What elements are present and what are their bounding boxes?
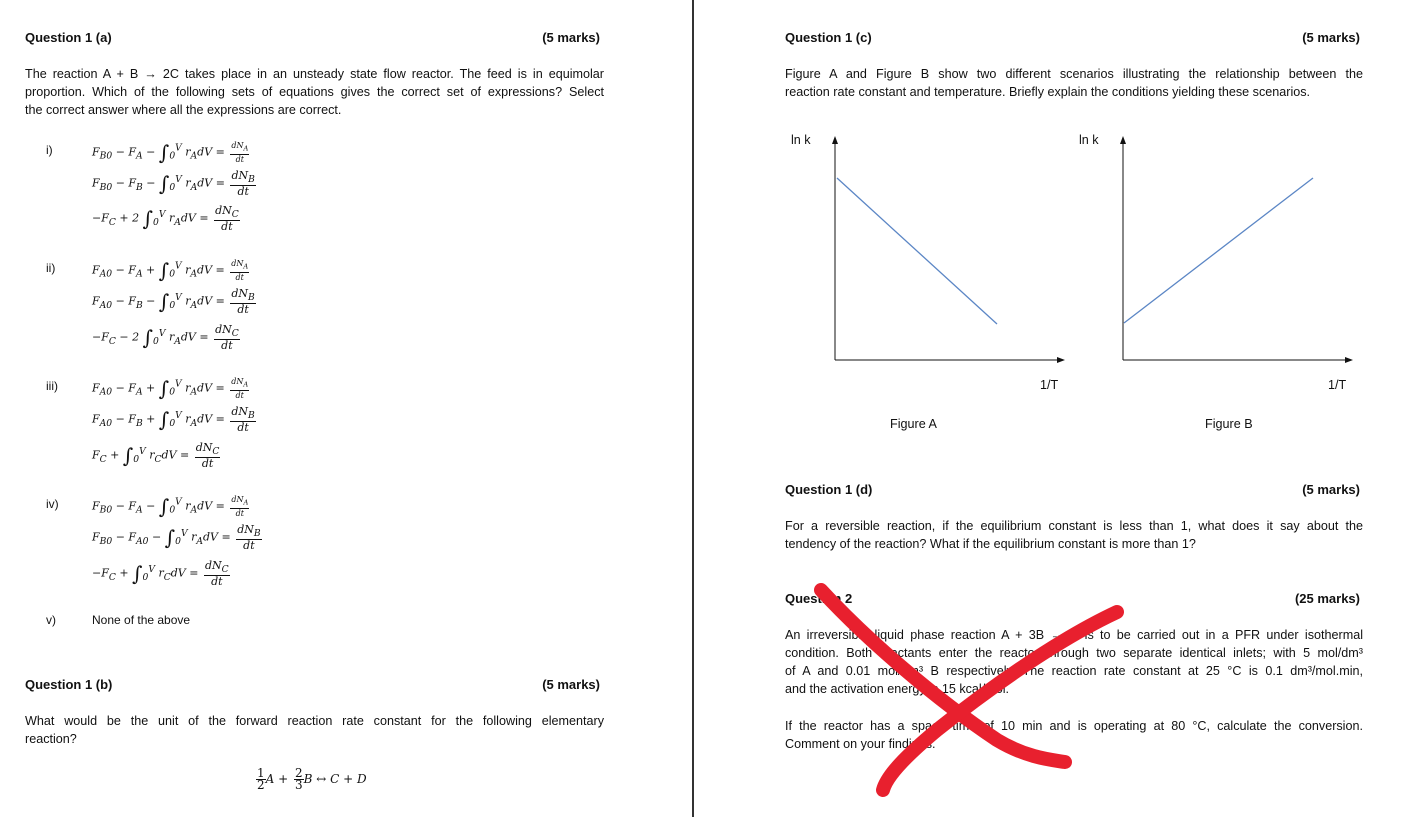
- q1a-text-line-3: the correct answer where all the expressions are correct.: [25, 103, 342, 117]
- q2-text-line-4: and the activation energy is 15 kcal/mol.: [785, 682, 1010, 696]
- q1a-text-line-2: proportion. Which of the following sets of equations gives the correct set of expressions? Select: [25, 85, 604, 99]
- right-page: [697, 0, 1406, 817]
- reaction-equation: $\frac{1}{2}$ A + $\frac{2}{3}$ B ↔ C + D: [257, 766, 367, 792]
- q1c-text-line-2: reaction rate constant and temperature. Briefly explain the conditions yielding these scenarios.: [785, 85, 1311, 99]
- q1a-title: Question 1 (a): [25, 30, 112, 45]
- page-divider: [692, 0, 694, 817]
- q1a-text-line-1: The reaction A + B → 2C takes place in an unsteady state flow reactor. The feed is in equimolar: [25, 67, 604, 81]
- q1b-text-line-2: reaction?: [25, 732, 77, 746]
- q2-marks: (25 marks): [1294, 591, 1360, 606]
- q1b-marks: (5 marks): [542, 677, 600, 692]
- q1c-title: Question 1 (c): [785, 30, 872, 45]
- q2-text2-line-2: Comment on your findings.: [785, 737, 936, 751]
- figA-xlabel: 1/T: [1040, 378, 1059, 392]
- equation-ii-1: $F_{A0} - F_A + \int_0^V$ $r_AdV$ = $\frac{dN_A}{dt}$: [92, 258, 249, 283]
- equation-ii-3: $-F_C - 2$ $\int_0^V$ $r_AdV$ = $\frac{dN_C}{dt}$: [92, 323, 239, 353]
- q1d-marks: (5 marks): [1302, 482, 1360, 497]
- option-label-iii: iii): [46, 379, 58, 393]
- equation-i-1: $F_{B0} - F_A - \int_0^V$ $r_AdV$ = $\frac{dN_A}{dt}$: [92, 140, 249, 165]
- equation-i-3: $-F_C + 2$ $\int_0^V$ $r_AdV$ = $\frac{dN_C}{dt}$: [92, 204, 239, 234]
- equation-iv-1: $F_{B0} - F_A - \int_0^V$ $r_AdV$ = $\frac{dN_A}{dt}$: [92, 494, 249, 519]
- q2-title: Question 2: [785, 591, 853, 606]
- q2-text-line-2: condition. Both reactants enter the reactor through two separate identical inlets; with 5 mol/dm³: [785, 646, 1363, 660]
- option-label-iv: iv): [46, 497, 59, 511]
- equation-ii-2: $F_{A0} - F_B - \int_0^V$ $r_AdV$ = $\frac{dN_B}{dt}$: [92, 287, 255, 317]
- option-v-text: None of the above: [92, 613, 191, 627]
- figB-line: [1124, 178, 1313, 323]
- left-page: [0, 0, 690, 817]
- option-label-ii: ii): [46, 261, 56, 275]
- option-label-v: v): [46, 613, 56, 627]
- equation-iii-3: $F_C + \int_0^V$ $r_CdV$ = $\frac{dN_C}{dt}$: [92, 441, 220, 471]
- figB-xlabel: 1/T: [1328, 378, 1347, 392]
- option-label-i: i): [46, 143, 53, 157]
- figB-caption: Figure B: [1205, 417, 1253, 431]
- q1d-title: Question 1 (d): [785, 482, 873, 497]
- q2-text-line-3: of A and 0.01 mol/dm³ B respectively. The reaction rate constant at 25 °C is 0.1 dm³/mol.min,: [785, 664, 1363, 678]
- q1c-text-line-1: Figure A and Figure B show two different scenarios illustrating the relationship between the: [785, 67, 1363, 81]
- equation-iv-3: $-F_C + \int_0^V$ $r_CdV$ = $\frac{dN_C}{dt}$: [92, 559, 229, 589]
- q1d-text-line-2: tendency of the reaction? What if the equilibrium constant is more than 1?: [785, 537, 1196, 551]
- q1b-text-line-1: What would be the unit of the forward reaction rate constant for the following elementary: [25, 714, 604, 728]
- equation-i-2: $F_{B0} - F_B - \int_0^V$ $r_AdV$ = $\frac{dN_B}{dt}$: [92, 169, 255, 199]
- equation-iv-2: $F_{B0} - F_{A0} - \int_0^V$ $r_AdV$ = $\frac{dN_B}{dt}$: [92, 523, 261, 553]
- q1d-text-line-1: For a reversible reaction, if the equilibrium constant is less than 1, what does it say about the: [785, 519, 1363, 533]
- equation-iii-1: $F_{A0} - F_A + \int_0^V$ $r_AdV$ = $\frac{dN_A}{dt}$: [92, 376, 249, 401]
- q2-text2-line-1: If the reactor has a space time of 10 min and is operating at 80 °C, calculate the conversion.: [785, 719, 1363, 733]
- figA-line: [837, 178, 997, 324]
- q2-text-line-1: An irreversible liquid phase reaction A + 3B → C is to be carried out in a PFR under isothermal: [785, 628, 1363, 642]
- figA-ylabel: ln k: [791, 133, 811, 147]
- figA-caption: Figure A: [890, 417, 937, 431]
- equation-iii-2: $F_{A0} - F_B + \int_0^V$ $r_AdV$ = $\frac{dN_B}{dt}$: [92, 405, 255, 435]
- figB-ylabel: ln k: [1079, 133, 1099, 147]
- q1b-title: Question 1 (b): [25, 677, 113, 692]
- q1a-marks: (5 marks): [542, 30, 600, 45]
- q1c-marks: (5 marks): [1302, 30, 1360, 45]
